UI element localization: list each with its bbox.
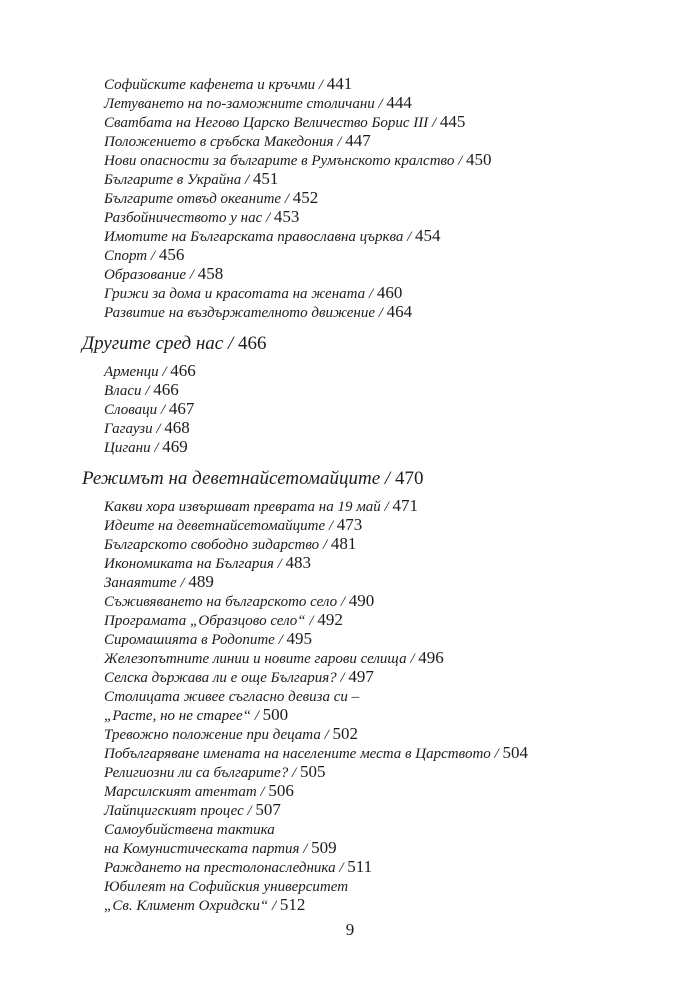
- toc-section-title: Режимът на деветнайсетомайците /: [82, 468, 395, 489]
- toc-entry: [82, 705, 642, 724]
- toc-entry-title: Българите отвъд океаните /: [104, 191, 293, 207]
- toc-entry: [82, 895, 642, 914]
- toc-entry: [82, 724, 642, 743]
- toc-entry-title: „Расте, но не старее“ /: [104, 708, 263, 724]
- toc-section-page: 466: [237, 333, 267, 354]
- toc-entry: [82, 629, 642, 648]
- toc-entry: [82, 743, 642, 762]
- toc-entry-title: Занаятите /: [104, 575, 189, 591]
- toc-entry-title: Грижи за дома и красотата на жената /: [104, 286, 377, 302]
- toc-entry-page: 496: [418, 648, 444, 667]
- toc-entry-title: Цигани /: [104, 440, 163, 456]
- toc-entry: [82, 610, 642, 629]
- toc-entry-page: 502: [332, 724, 358, 743]
- toc-entry-page: 456: [158, 245, 185, 264]
- toc-entry-page: 511: [347, 857, 373, 876]
- toc-entry: [82, 150, 642, 169]
- toc-entry-page: 506: [268, 781, 294, 800]
- toc-entry-page: 444: [386, 93, 412, 112]
- toc-entry-page: 509: [311, 838, 337, 857]
- toc-entry-title: Железопътните линии и новите гарови селища /: [104, 651, 419, 667]
- toc-entry-title: Сиромашията в Родопите /: [104, 632, 287, 648]
- toc-entry-title: Софийските кафенета и кръчми /: [104, 77, 327, 93]
- toc-section-page: 470: [394, 468, 424, 489]
- toc-entry-title: Сватбата на Негово Царско Величество Борис III /: [104, 115, 440, 131]
- toc-entry-page: 481: [330, 534, 357, 553]
- toc-entry-page: 451: [252, 169, 279, 188]
- toc-entry: [82, 781, 642, 800]
- toc-entry-title: Българското свободно зидарство /: [104, 537, 331, 553]
- table-of-contents: [82, 74, 642, 914]
- toc-entry-title: Нови опасности за българите в Румънското кралство /: [104, 153, 467, 169]
- toc-entry-title: Раждането на престолонаследника /: [104, 860, 348, 876]
- toc-entry-title: Какви хора извършват превратa на 19 май /: [104, 499, 393, 515]
- toc-entry-title: Разбойничеството у нас /: [104, 210, 274, 226]
- toc-entry-page: 492: [317, 610, 343, 629]
- toc-entry: [82, 437, 642, 456]
- toc-entry-page: 483: [285, 553, 311, 572]
- toc-entry-page: 460: [376, 283, 403, 302]
- toc-entry: [82, 819, 642, 838]
- toc-entry: [82, 226, 642, 245]
- toc-group-c: [82, 496, 642, 914]
- toc-entry-title: Марсилският атентат /: [104, 784, 269, 800]
- toc-entry-page: 490: [348, 591, 375, 610]
- toc-entry-title: Българите в Украйна /: [104, 172, 253, 188]
- toc-entry: [82, 283, 642, 302]
- toc-entry-title: Гагаузи /: [104, 421, 165, 437]
- toc-entry: [82, 857, 642, 876]
- toc-entry-title: Селска държава ли е още България? /: [104, 670, 349, 686]
- toc-entry-title: Столицата живее съгласно девиза си –: [104, 689, 360, 705]
- toc-entry: [82, 553, 642, 572]
- toc-entry: [82, 572, 642, 591]
- toc-entry-title: „Св. Климент Охридски“ /: [104, 898, 280, 914]
- toc-entry: [82, 169, 642, 188]
- toc-entry-page: 505: [299, 762, 326, 781]
- toc-entry: [82, 762, 642, 781]
- toc-entry-page: 454: [415, 226, 441, 245]
- toc-entry: [82, 534, 642, 553]
- toc-entry: [82, 800, 642, 819]
- toc-entry: [82, 418, 642, 437]
- toc-entry-page: 473: [336, 515, 363, 534]
- toc-entry-title: Програмата „Образцово село“ /: [104, 613, 318, 629]
- toc-entry: [82, 399, 642, 418]
- toc-entry: [82, 245, 642, 264]
- toc-entry: [82, 380, 642, 399]
- toc-entry-title: Идеите на деветнайсетомайците /: [104, 518, 337, 534]
- toc-entry-page: 466: [170, 361, 196, 380]
- toc-entry: [82, 686, 642, 705]
- toc-entry-title: Образование /: [104, 267, 198, 283]
- toc-entry-title: Съживяването на българското село /: [104, 594, 349, 610]
- toc-group-b: [82, 361, 642, 456]
- toc-entry-page: 497: [348, 667, 374, 686]
- toc-entry-page: 469: [162, 437, 188, 456]
- toc-entry-title: Самоубийствена тактика: [104, 822, 275, 838]
- toc-entry-title: Положението в сръбска Македония /: [104, 134, 346, 150]
- toc-entry: [82, 302, 642, 321]
- toc-entry-title: на Комунистическата партия /: [104, 841, 312, 857]
- toc-entry: [82, 207, 642, 226]
- toc-entry: [82, 188, 642, 207]
- toc-entry: [82, 515, 642, 534]
- toc-entry: [82, 838, 642, 857]
- toc-entry-title: Летуването на по-заможните столичани /: [104, 96, 387, 112]
- toc-entry-page: 468: [164, 418, 190, 437]
- toc-entry: [82, 591, 642, 610]
- toc-entry: [82, 361, 642, 380]
- page-number: 9: [345, 920, 355, 939]
- toc-entry-page: 467: [168, 399, 195, 418]
- toc-entry-page: 441: [326, 74, 353, 93]
- toc-entry-title: Спорт /: [104, 248, 159, 264]
- toc-entry: [82, 667, 642, 686]
- toc-entry-page: 450: [466, 150, 492, 169]
- toc-entry: [82, 74, 642, 93]
- toc-entry-page: 458: [197, 264, 224, 283]
- toc-entry-title: Икономиката на България /: [104, 556, 286, 572]
- toc-entry: [82, 131, 642, 150]
- toc-entry-page: 452: [292, 188, 319, 207]
- toc-group-a: [82, 74, 642, 321]
- toc-entry-title: Имотите на Българската православна църква /: [104, 229, 416, 245]
- toc-entry-title: Словаци /: [104, 402, 169, 418]
- toc-entry-title: Власи /: [104, 383, 154, 399]
- toc-section-heading: [82, 466, 642, 492]
- toc-entry-page: 464: [386, 302, 413, 321]
- toc-entry: [82, 496, 642, 515]
- toc-entry-title: Развитие на въздържателното движение /: [104, 305, 387, 321]
- toc-section-heading: [82, 331, 642, 357]
- toc-entry-page: 504: [502, 743, 528, 762]
- toc-entry-page: 507: [255, 800, 281, 819]
- toc-entry: [82, 93, 642, 112]
- toc-entry-title: Лайпцигският процес /: [104, 803, 256, 819]
- toc-entry-page: 512: [279, 895, 306, 914]
- toc-entry-title: Побългаряване имената на населените места в Царството /: [104, 746, 503, 762]
- toc-section-title: Другите сред нас /: [82, 333, 238, 354]
- toc-entry-page: 471: [392, 496, 418, 515]
- toc-entry-page: 489: [188, 572, 214, 591]
- toc-entry-title: Юбилеят на Софийския университет: [104, 879, 349, 895]
- toc-entry-page: 453: [273, 207, 300, 226]
- toc-entry: [82, 264, 642, 283]
- toc-entry-title: Религиозни ли са българите? /: [104, 765, 300, 781]
- toc-entry: [82, 112, 642, 131]
- toc-entry: [82, 876, 642, 895]
- toc-entry-page: 447: [345, 131, 371, 150]
- toc-entry-title: Арменци /: [104, 364, 171, 380]
- toc-entry-page: 466: [153, 380, 179, 399]
- toc-entry-page: 500: [262, 705, 289, 724]
- toc-entry: [82, 648, 642, 667]
- toc-entry-title: Тревожно положение при децата /: [104, 727, 333, 743]
- toc-entry-page: 495: [286, 629, 312, 648]
- toc-entry-page: 445: [439, 112, 466, 131]
